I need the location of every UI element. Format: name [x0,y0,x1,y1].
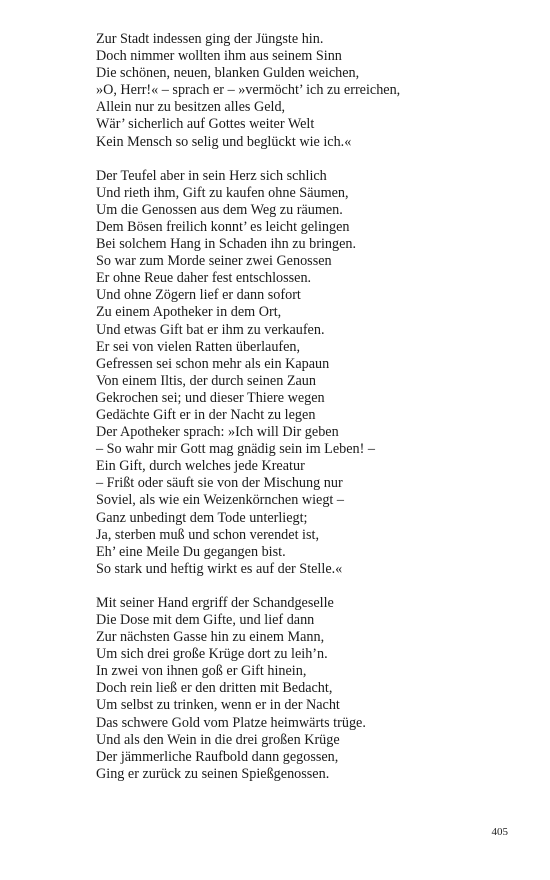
verse-line: Um selbst zu trinken, wenn er in der Nacht [96,697,340,714]
verse-line: Gefressen sei schon mehr als ein Kapaun [96,355,330,372]
verse-line: Bei solchem Hang in Schaden ihn zu bringen. [96,236,357,253]
verse-line: Um sich drei große Krüge dort zu leih’n. [96,646,328,663]
stanza-3 [96,595,516,783]
verse-line: Eh’ eine Meile Du gegangen bist. [96,543,286,560]
verse-line: Der Apotheker sprach: »Ich will Dir geben [96,424,339,441]
verse-line: Ja, sterben muß und schon verendet ist, [96,526,320,543]
verse-line: Und etwas Gift bat er ihm zu verkaufen. [96,321,325,338]
verse-line: In zwei von ihnen goß er Gift hinein, [96,663,307,680]
stanza-2 [96,168,516,578]
verse-line: – So wahr mir Gott mag gnädig sein im Leben! – [96,441,375,458]
verse-line: Von einem Iltis, der durch seinen Zaun [96,372,316,389]
verse-line: Die Dose mit dem Gifte, und lief dann [96,612,315,628]
verse-line: Allein nur zu besitzen alles Geld, [96,99,286,116]
verse-line: Der jämmerliche Raufbold dann gegossen, [96,748,339,765]
verse-line: Wär’ sicherlich auf Gottes weiter Welt [96,116,315,133]
verse-line: So stark und heftig wirkt es auf der Stelle.« [96,560,343,577]
verse-line: Gekrochen sei; und dieser Thiere wegen [96,389,325,406]
verse-line: Der Teufel aber in sein Herz sich schlich [96,167,327,184]
verse-line: Und als den Wein in die drei großen Krüge [96,731,340,748]
verse-line: Er ohne Reue daher fest entschlossen. [96,270,312,287]
verse-line: »O, Herr!« – sprach er – »vermöcht’ ich zu erreichen, [96,82,401,99]
verse-line: Soviel, als wie ein Weizenkörnchen wiegt – [96,492,344,509]
verse-line: Doch nimmer wollten ihm aus seinem Sinn [96,48,342,65]
page-number: 405 [491,826,508,838]
verse-line: Zur Stadt indessen ging der Jüngste hin. [96,31,324,47]
verse-line: Die schönen, neuen, blanken Gulden weichen, [96,65,360,82]
poem-text [96,31,516,783]
stanza-1 [96,31,516,151]
verse-line: Ein Gift, durch welches jede Kreatur [96,458,305,475]
verse-line: Ganz unbedingt dem Tode unterliegt; [96,509,308,526]
verse-line: Dem Bösen freilich konnt’ es leicht gelingen [96,218,350,235]
verse-line: Das schwere Gold vom Platze heimwärts trüge. [96,714,366,731]
verse-line: Und ohne Zögern lief er dann sofort [96,287,301,304]
verse-line: – Frißt oder säuft sie von der Mischung nur [96,475,343,492]
verse-line: Er sei von vielen Ratten überlaufen, [96,338,301,355]
verse-line: Mit seiner Hand ergriff der Schandgeselle [96,594,334,611]
verse-line: Zur nächsten Gasse hin zu einem Mann, [96,629,325,646]
verse-line: Kein Mensch so selig und beglückt wie ich.« [96,133,352,150]
verse-line: Und rieth ihm, Gift zu kaufen ohne Säumen, [96,184,349,201]
verse-line: Um die Genossen aus dem Weg zu räumen. [96,201,343,218]
verse-line: Gedächte Gift er in der Nacht zu legen [96,406,316,423]
verse-line: Zu einem Apotheker in dem Ort, [96,304,282,321]
verse-line: So war zum Morde seiner zwei Genossen [96,253,332,270]
verse-line: Doch rein ließ er den dritten mit Bedacht, [96,680,333,697]
verse-line: Ging er zurück zu seinen Spießgenossen. [96,765,330,782]
